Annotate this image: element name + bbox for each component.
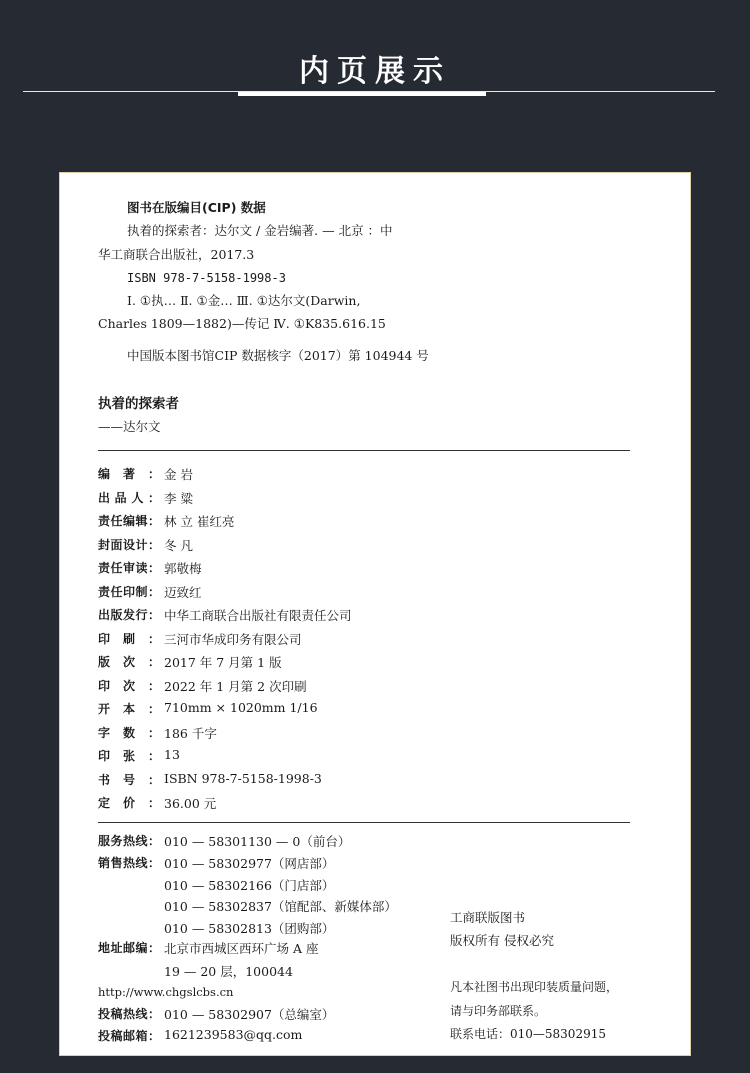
detail-label: 开本： (98, 702, 160, 716)
rights-notice: 版权所有 侵权必究 (450, 933, 554, 948)
detail-label: 责任审读： (98, 561, 160, 575)
detail-value: 中华工商联合出版社有限责任公司 (164, 608, 352, 623)
cip-line: Charles 1809—1882)—传记 Ⅳ. ①K835.616.15 (98, 316, 386, 331)
contact-phone: 联系电话：010—58302915 (450, 1027, 606, 1041)
submission-email-value[interactable]: 1621239583@qq.com (164, 1027, 303, 1042)
detail-label: 字数： (98, 725, 160, 740)
address-value: 北京市西城区西环广场 A 座 (164, 941, 319, 956)
detail-label: 编著： (98, 467, 160, 481)
quality-notice: 请与印务部联系。 (450, 1004, 547, 1018)
copyright-page (59, 172, 691, 1056)
service-hotline-label: 服务热线： (98, 834, 160, 848)
book-subtitle: ——达尔文 (98, 419, 161, 434)
detail-label: 定价： (98, 796, 160, 810)
detail-label: 出版发行： (98, 608, 160, 622)
detail-label: 书号： (98, 772, 160, 787)
website-link[interactable]: http://www.chgslcbs.cn (98, 985, 234, 999)
cip-line: 中国版本图书馆CIP 数据核字（2017）第 104944 号 (127, 348, 429, 363)
divider (98, 822, 630, 823)
detail-value: 36.00 元 (164, 796, 217, 811)
detail-value: 2022 年 1 月第 2 次印刷 (164, 678, 307, 694)
sales-hotline-value: 010 — 58302837（馆配部、新媒体部） (164, 899, 397, 914)
submission-hotline-label: 投稿热线： (98, 1007, 160, 1021)
submission-email-label: 投稿邮箱： (98, 1029, 160, 1043)
detail-value: ISBN 978-7-5158-1998-3 (164, 770, 322, 786)
address-label: 地址邮编： (98, 941, 160, 955)
cip-heading: 图书在版编目(CIP) 数据 (127, 200, 266, 215)
detail-value: 李 粱 (164, 490, 193, 506)
cip-line: 执着的探索者：达尔文 / 金岩编著. — 北京 ：中 (127, 223, 393, 238)
detail-label: 责任印制： (98, 584, 160, 599)
detail-value: 冬 凡 (164, 537, 193, 553)
detail-label: 责任编辑： (98, 514, 160, 528)
quality-notice: 凡本社图书出现印装质量问题， (450, 980, 619, 994)
detail-label: 版次： (98, 655, 160, 669)
service-hotline-value: 010 — 58301130 — 0（前台） (164, 834, 351, 849)
cip-isbn: ISBN 978-7-5158-1998-3 (127, 271, 286, 285)
address-value: 19 — 20 层，100044 (164, 964, 293, 979)
detail-label: 印张： (98, 749, 160, 763)
detail-label: 印次： (98, 678, 160, 693)
divider (98, 450, 630, 451)
page-header-title: 内页展示 (299, 54, 451, 89)
detail-value: 三河市华成印务有限公司 (164, 631, 302, 647)
sales-hotline-value: 010 — 58302166（门店部） (164, 878, 335, 893)
detail-value: 2017 年 7 月第 1 版 (164, 655, 282, 670)
publisher-brand: 工商联版图书 (450, 910, 526, 925)
detail-value: 186 千字 (164, 725, 217, 741)
sales-hotline-label: 销售热线： (98, 856, 160, 870)
detail-value: 710mm × 1020mm 1/16 (164, 700, 318, 715)
header-divider-accent (238, 92, 486, 96)
detail-value: 郭敬梅 (164, 561, 202, 576)
sales-hotline-value: 010 — 58302977（网店部） (164, 856, 335, 871)
submission-hotline-value: 010 — 58302907（总编室） (164, 1007, 335, 1022)
detail-label: 出品人： (98, 490, 160, 505)
cip-line: Ⅰ. ①执… Ⅱ. ①金… Ⅲ. ①达尔文(Darwin, (127, 293, 361, 308)
detail-value: 金 岩 (164, 467, 193, 482)
detail-label: 印刷： (98, 631, 160, 646)
detail-label: 封面设计： (98, 537, 160, 552)
detail-value: 林 立 崔红亮 (164, 514, 235, 529)
detail-value: 13 (164, 747, 180, 762)
detail-value: 迈致红 (164, 584, 202, 600)
cip-line: 华工商联合出版社，2017.3 (98, 247, 255, 262)
sales-hotline-value: 010 — 58302813（团购部） (164, 921, 335, 936)
book-title: 执着的探索者 (98, 396, 179, 412)
